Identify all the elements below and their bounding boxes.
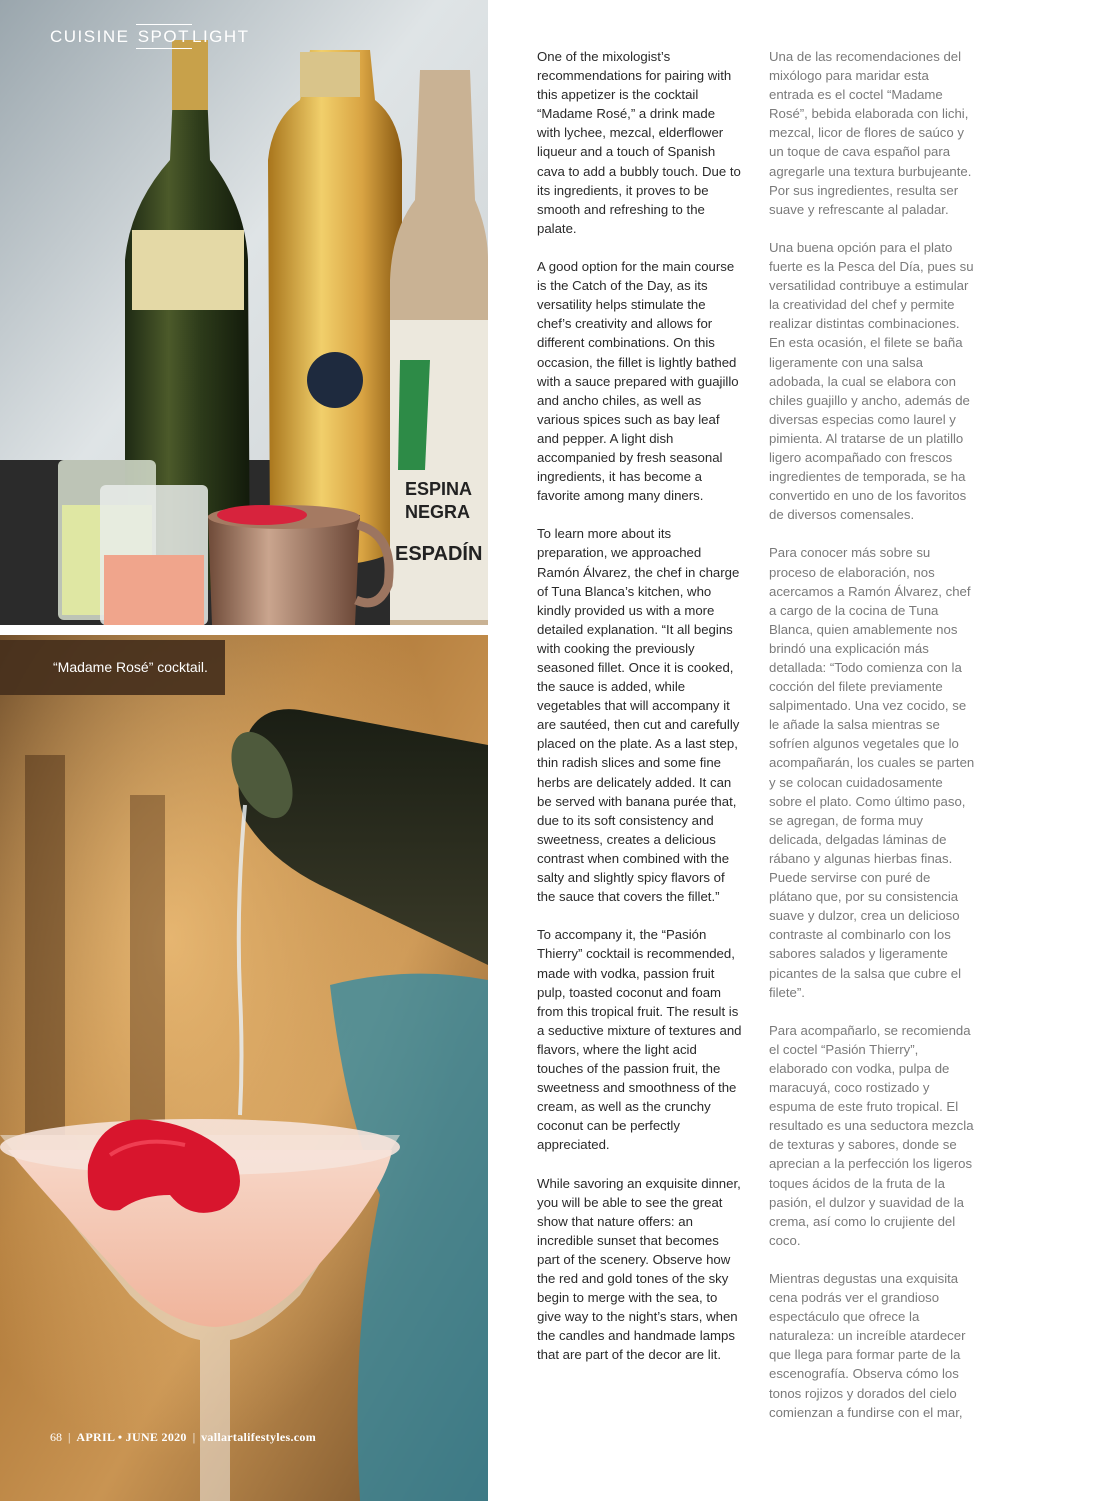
english-paragraph: While savoring an exquisite dinner, you will be able to see the great show that nature offers: an incredible sunset that becomes part of the scenery. Observe how the red and gold tones of the sky begin to merge with the sea, to give way to the night’s stars, when the candles and handmade lamps that are part of the decor are lit.	[537, 1175, 741, 1363]
label-espina: ESPINA	[405, 479, 473, 499]
cocktail-illustration	[0, 635, 488, 1501]
header-cuisine: CUISINE	[50, 27, 136, 46]
spanish-paragraph: Para conocer más sobre su proceso de elaboración, nos acercamos a Ramón Álvarez, chef a cargo de la cocina de Tuna Blanca, quien amablemente nos brindó una explicación más detallada: “Todo comienza con la cocción del filete previamente salpimentado. Una vez cocido, se le añade la salsa mientras se sofríen algunos vegetales que lo acompañarán, los cuales se parten y se colocan cuidadosamente sobre el plato. Como último paso, se agregan, de forma muy delicada, delgadas láminas de rábano y algunas hierbas finas. Puede servirse con puré de plátano que, por su consistencia suave y dulzor, crea un delicioso contraste al combinarlo con los sabores salados y ligeramente picantes de la salsa que cubre el filete”.	[769, 545, 975, 1000]
label-negra: NEGRA	[405, 502, 471, 522]
website: vallartalifestyles.com	[201, 1430, 317, 1444]
spanish-paragraph: Una buena opción para el plato fuerte es la Pesca del Día, pues su versatilidad contribuye a estimular la creatividad del chef y permite realizar distintas combinaciones. En esta ocasión, el filete se baña ligeramente con una salsa adobada, la cual se elabora con chiles guajillo y ancho, además de diversas especias como laurel y pimienta. Al tratarse de un platillo ligero acompañado con frescos ingredientes de temporada, se ha convertido en uno de los favoritos de diversos comensales.	[769, 239, 974, 523]
english-paragraph: To accompany it, the “Pasión Thierry” cocktail is recommended, made with vodka, passion fruit pulp, toasted coconut and foam from this tropical fruit. The result is a seductive mixture of textures and flavors, where the light acid touches of the passion fruit, the sweetness and smoothness of the cream, as well as the crunchy coconut can be perfectly appreciated.	[537, 927, 742, 1153]
issue-date: APRIL • JUNE 2020	[76, 1430, 187, 1444]
english-paragraph: A good option for the main course is the Catch of the Day, as its versatility helps stimulate the chef’s creativity and allows for different combinations. On this occasion, the fillet is lightly bathed with a sauce prepared with guajillo and ancho chiles, as well as various spices such as bay leaf and pepper. A light dish accompanied by fresh seasonal ingredients, it has become a favorite among many diners.	[537, 259, 739, 504]
photo-caption: “Madame Rosé” cocktail.	[0, 640, 225, 695]
header-light: LIGHT	[191, 27, 250, 46]
header-spot: SPOT	[137, 27, 190, 46]
cocktail-photo	[0, 635, 488, 1501]
spanish-paragraph: Mientras degustas una exquisita cena podrás ver el grandioso espectáculo que ofrece la naturaleza: un increíble atardecer que llega para formar parte de la escenografía. Observa cómo los tonos rojizos y dorados del cielo comienzan a fundirse con el mar,	[769, 1271, 966, 1420]
spanish-paragraph: Una de las recomendaciones del mixólogo para maridar esta entrada es el coctel “Madame Rosé”, bebida elaborada con lichi, mezcal, licor de flores de saúco y un toque de cava español para agregarle una textura burbujeante. Por sus ingredientes, resulta ser suave y refrescante al paladar.	[769, 49, 972, 217]
english-column	[537, 47, 742, 1384]
photo-column	[0, 0, 488, 1501]
label-espadin: ESPADÍN	[395, 543, 483, 565]
spanish-paragraph: Para acompañarlo, se recomienda el coctel “Pasión Thierry”, elaborado con vodka, pulpa de maracuyá, coco rostizado y espuma de este fruto tropical. El resultado es una seductora mezcla de texturas y sabores, donde se aprecian a la perfección los ligeros toques ácidos de la fruta de la pasión, el dulzor y suavidad de la crema, así como lo crujiente del coco.	[769, 1022, 974, 1248]
english-paragraph: To learn more about its preparation, we approached Ramón Álvarez, the chef in charge of Tuna Blanca’s kitchen, who kindly provided us with a more detailed explanation. “It all begins with cooking the previously seasoned fillet. Once it is cooked, the sauce is added, while vegetables that will accompany it are sautéed, then cut and carefully placed on the plate. As a last step, thin radish slices and some fine herbs are delicately added. It can be served with banana purée that, due to its soft consistency and sweetness, creates a delicious contrast when combined with the salty and slightly spicy flavors of the sauce that covers the fillet.”	[537, 526, 740, 905]
section-header	[50, 27, 250, 47]
bottles-photo	[0, 0, 488, 625]
page-number: 68	[50, 1430, 62, 1444]
english-paragraph: One of the mixologist’s recommendations for pairing with this appetizer is the cocktail “Madame Rosé,” a drink made with lychee, mezcal, elderflower liqueur and a touch of Spanish cava to add a bubbly touch. Due to its ingredients, it proves to be smooth and refreshing to the palate.	[537, 49, 741, 236]
page-folio: 68 | APRIL • JUNE 2020 | vallartalifestyles.com	[50, 1430, 317, 1444]
spanish-column	[769, 47, 977, 1441]
bottles-illustration	[0, 0, 488, 625]
